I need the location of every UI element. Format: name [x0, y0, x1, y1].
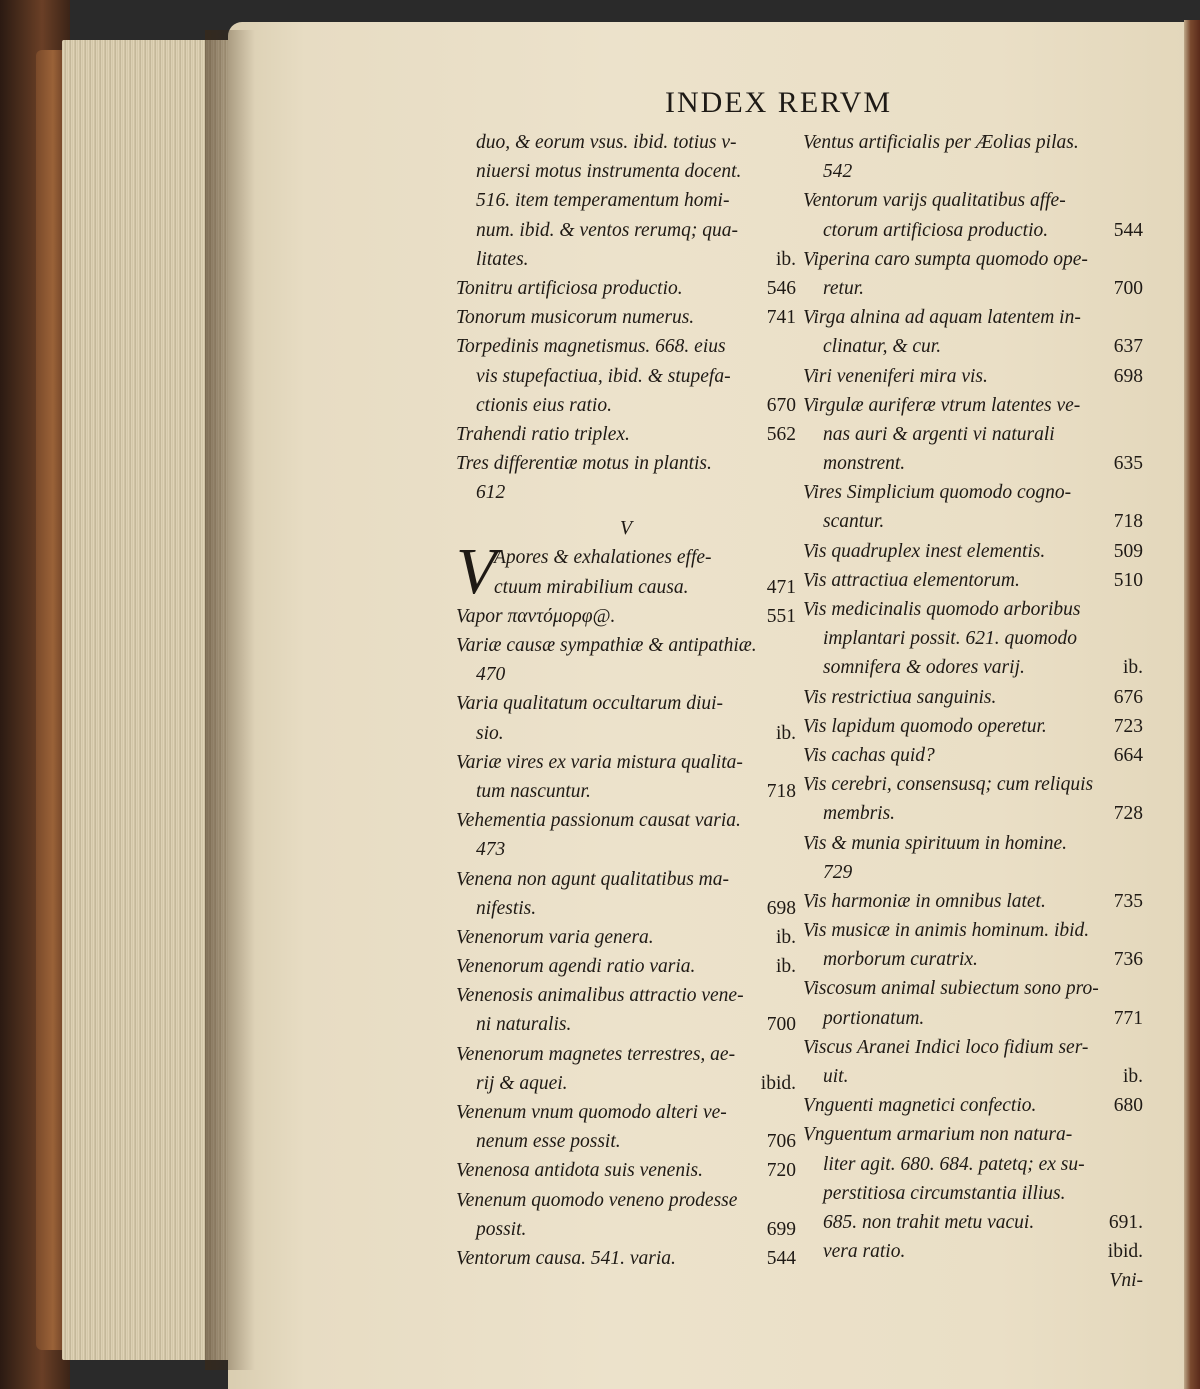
index-line-text: Vnguentum armarium non natura- [803, 1124, 1073, 1146]
index-line [456, 420, 796, 449]
index-line [803, 1150, 1143, 1179]
index-line-text: tum nascuntur. [476, 780, 591, 802]
index-line-text: membris. [823, 803, 896, 825]
index-line-text: uit. [823, 1066, 849, 1087]
index-line-text: liter agit. 680. 684. patetq; ex su- [823, 1153, 1085, 1175]
index-line [803, 362, 1143, 391]
index-line [803, 858, 1143, 887]
index-line [803, 186, 1143, 215]
index-line-text: Viri veneniferi mira vis. [803, 365, 988, 387]
index-line-text: rij & aquei. [476, 1072, 568, 1094]
index-line [456, 449, 796, 478]
book-binding [0, 0, 70, 1389]
index-line [803, 974, 1143, 1003]
index-line [803, 507, 1143, 536]
index-line [803, 770, 1143, 799]
index-line-text: nas auri & argenti vi naturali [823, 423, 1055, 445]
page-reference: 700 [1113, 277, 1143, 299]
page-reference: ib. [1122, 657, 1143, 679]
index-line-text: Tres differentiæ motus in plantis. [456, 453, 712, 475]
index-line-text: ctionis eius ratio. [476, 394, 612, 416]
page-reference: 562 [766, 423, 796, 445]
index-line [456, 865, 796, 894]
index-line-text: portionatum. [823, 1007, 925, 1029]
dropcap-entry [456, 535, 796, 609]
index-line [803, 449, 1143, 478]
index-line-text: Virga alnina ad aquam latentem in- [803, 307, 1081, 329]
page-reference: 718 [1113, 511, 1143, 533]
page-reference: 670 [766, 394, 796, 416]
page-reference: 635 [1113, 453, 1143, 475]
index-line [456, 748, 796, 777]
index-line [456, 806, 796, 835]
index-line-text: nenum esse possit. [476, 1131, 621, 1153]
index-line [803, 887, 1143, 916]
index-line [803, 566, 1143, 595]
index-line-text: sio. [476, 722, 504, 744]
index-line [456, 1010, 796, 1039]
index-line [803, 1062, 1143, 1091]
index-line [803, 420, 1143, 449]
left-top-entries [456, 128, 796, 507]
index-line-text: scantur. [823, 511, 885, 533]
index-line [803, 216, 1143, 245]
index-line [456, 1186, 796, 1215]
index-line-text: possit. [476, 1218, 527, 1240]
index-line [456, 777, 796, 806]
index-line [803, 391, 1143, 420]
index-line-text: vera ratio. [823, 1241, 906, 1263]
index-line-text: clinatur, & cur. [823, 336, 942, 358]
page-reference: 509 [1113, 540, 1143, 562]
index-line-text: Ventus artificialis per Æolias pilas. [803, 132, 1079, 153]
index-line-text: ctorum artificiosa productio. [823, 219, 1049, 241]
index-line [456, 719, 796, 748]
index-line [456, 981, 796, 1010]
index-line-text: Venenosa antidota suis venenis. [456, 1160, 703, 1182]
index-line-text: somnifera & odores varij. [823, 657, 1025, 679]
index-line [456, 1244, 796, 1273]
index-line [803, 712, 1143, 741]
index-line-text: monstrent. [823, 453, 906, 475]
index-line-text: Vnguenti magnetici confectio. [803, 1095, 1037, 1117]
index-line-text: Vis medicinalis quomodo arboribus [803, 599, 1081, 620]
index-line [456, 573, 796, 602]
page-reference: 676 [1113, 686, 1143, 708]
page-reference: 551 [766, 605, 796, 627]
index-line-text: Vires Simplicium quomodo cogno- [803, 482, 1072, 504]
page-reference: ibid. [760, 1072, 796, 1094]
index-line [803, 741, 1143, 770]
index-line [803, 1033, 1143, 1062]
facing-page-edge [1184, 20, 1200, 1389]
index-line-text: Vis cerebri, consensusq; cum reliquis [803, 774, 1094, 796]
page-reference: 735 [1113, 890, 1143, 912]
index-line [456, 923, 796, 952]
index-line-text: Variæ vires ex varia mistura qualita- [456, 751, 743, 773]
page-reference: 544 [766, 1247, 796, 1269]
index-line [456, 1127, 796, 1156]
index-line-text: vis stupefactiua, ibid. & stupefa- [476, 365, 731, 387]
index-column-left [456, 128, 796, 1273]
page-reference: 700 [766, 1014, 796, 1036]
index-line-text: Variæ causæ sympathiæ & antipathiæ. [456, 635, 757, 656]
index-line [803, 1091, 1143, 1120]
page-reference: 720 [766, 1160, 796, 1182]
index-line [456, 1215, 796, 1244]
left-bottom-entries [456, 602, 796, 1273]
page-reference: 706 [766, 1131, 796, 1153]
index-line-text: Viperina caro sumpta quomodo ope- [803, 248, 1088, 270]
index-line [456, 835, 796, 864]
index-line-text: ni naturalis. [476, 1014, 572, 1036]
page-reference: 771 [1113, 1007, 1143, 1029]
page-reference: 698 [1113, 365, 1143, 387]
index-line [803, 1179, 1143, 1208]
page-reference: 546 [766, 277, 796, 299]
index-line-text: duo, & eorum vsus. ibid. totius v- [476, 132, 737, 153]
index-line [803, 303, 1143, 332]
page-reference: 723 [1113, 715, 1143, 737]
index-line-text: Viscus Aranei Indici loco fidium ser- [803, 1036, 1089, 1058]
index-line [456, 660, 796, 689]
index-line-text: Vis musicæ in animis hominum. ibid. [803, 920, 1090, 942]
index-line-text: Viscosum animal subiectum sono pro- [803, 978, 1099, 1000]
index-line [456, 952, 796, 981]
index-line-text: num. ibid. & ventos rerumq; qua- [476, 219, 738, 241]
index-line [456, 631, 796, 660]
index-line [803, 128, 1143, 157]
index-line [456, 602, 796, 631]
index-line [803, 1208, 1143, 1237]
index-line-text: 729 [823, 861, 853, 883]
index-line [456, 689, 796, 718]
running-header: INDEX RERVM [665, 86, 893, 119]
index-line-text: 470 [476, 664, 506, 686]
index-line [803, 916, 1143, 945]
page-reference: 691. [1108, 1211, 1143, 1233]
index-line-text: implantari possit. 621. quomodo [823, 628, 1078, 650]
page-reference: ib. [775, 722, 796, 744]
index-line [803, 945, 1143, 974]
section-letter: V [619, 517, 633, 540]
page-reference: ib. [1122, 1066, 1143, 1087]
page-reference: ibid. [1107, 1241, 1143, 1263]
index-line [803, 274, 1143, 303]
page-reference: ib. [775, 956, 796, 978]
page-reference: 718 [766, 780, 796, 802]
index-line-text: retur. [823, 277, 864, 299]
index-line [803, 1120, 1143, 1149]
right-entries [803, 128, 1143, 1266]
index-line [803, 332, 1143, 361]
index-line-text: Venenum vnum quomodo alteri ve- [456, 1102, 727, 1123]
index-line [456, 362, 796, 391]
index-line-text: ctuum mirabilium causa. [494, 576, 689, 598]
index-line [456, 478, 796, 507]
index-line-text: Varia qualitatum occultarum diui- [456, 693, 724, 715]
index-line [456, 332, 796, 361]
index-line-text: Vis attractiua elementorum. [803, 569, 1020, 591]
page-reference: ib. [775, 248, 796, 270]
index-line [803, 683, 1143, 712]
index-line-text: Vis cachas quid? [803, 744, 935, 766]
index-line-text: Venena non agunt qualitatibus ma- [456, 868, 729, 890]
index-line-text: Tonorum musicorum numerus. [456, 307, 695, 329]
index-line [803, 537, 1143, 566]
index-line-text: Vehementia passionum causat varia. [456, 810, 741, 832]
index-line [803, 157, 1143, 186]
index-line-text: 516. item temperamentum homi- [476, 190, 730, 212]
index-line-text: Apores & exhalationes effe- [494, 547, 712, 569]
index-line-text: Ventorum varijs qualitatibus affe- [803, 190, 1066, 212]
index-line-text: Tonitru artificiosa productio. [456, 277, 683, 299]
page-reference: 680 [1113, 1095, 1143, 1117]
index-line [456, 245, 796, 274]
index-line-text: Vapor παντόμορφ@. [456, 605, 616, 627]
index-line [456, 157, 796, 186]
gutter-shadow [205, 30, 255, 1370]
index-line [803, 653, 1143, 682]
index-line [456, 1156, 796, 1185]
index-line-text: Virgulæ auriferæ vtrum latentes ve- [803, 394, 1081, 416]
page-reference: 544 [1113, 219, 1143, 241]
index-line [803, 829, 1143, 858]
index-line-text: Venenosis animalibus attractio vene- [456, 985, 744, 1007]
page-reference: 728 [1113, 803, 1143, 825]
index-line-text: 542 [823, 161, 853, 183]
page-reference: 510 [1113, 569, 1143, 591]
index-line-text: Venenum quomodo veneno prodesse [456, 1189, 738, 1211]
dropcap-lines [456, 543, 796, 601]
index-line-text: Vis quadruplex inest elementis. [803, 540, 1046, 562]
index-line [456, 391, 796, 420]
index-line [456, 894, 796, 923]
index-line-text: 612 [476, 482, 506, 504]
page-reference: 698 [766, 897, 796, 919]
index-line-text: Venenorum agendi ratio varia. [456, 956, 696, 978]
index-line [456, 1040, 796, 1069]
index-line [456, 216, 796, 245]
index-line-text: perstitiosa circumstantia illius. [823, 1182, 1066, 1204]
catchword: Vni- [1109, 1270, 1143, 1292]
drop-capital: V [456, 535, 497, 609]
page-reference: 637 [1113, 336, 1143, 358]
index-line-text: Vis restrictiua sanguinis. [803, 686, 997, 708]
page-reference: 664 [1113, 744, 1143, 766]
index-line [456, 1069, 796, 1098]
index-line [456, 303, 796, 332]
page-reference: 741 [766, 307, 796, 329]
index-column-right [803, 128, 1143, 1296]
index-line-text: 473 [476, 839, 506, 861]
index-line-text: Vis harmoniæ in omnibus latet. [803, 890, 1046, 912]
index-line [803, 595, 1143, 624]
page-reference: 699 [766, 1218, 796, 1240]
index-line [803, 1004, 1143, 1033]
index-line [456, 128, 796, 157]
index-line-text: Venenorum magnetes terrestres, ae- [456, 1043, 736, 1065]
index-line [456, 186, 796, 215]
index-line-text: Ventorum causa. 541. varia. [456, 1247, 676, 1269]
index-line-text: morborum curatrix. [823, 949, 978, 971]
index-line [456, 1098, 796, 1127]
page-reference: 471 [766, 576, 796, 598]
index-line-text: Vis lapidum quomodo operetur. [803, 715, 1047, 737]
index-line [803, 245, 1143, 274]
page-reference: ib. [775, 926, 796, 948]
index-line-text: 685. non trahit metu vacui. [823, 1211, 1035, 1233]
index-line-text: Venenorum varia genera. [456, 926, 654, 948]
index-line-text: Torpedinis magnetismus. 668. eius [456, 336, 726, 358]
index-line [803, 799, 1143, 828]
index-line-text: niuersi motus instrumenta docent. [476, 161, 742, 183]
index-line [456, 543, 796, 572]
index-line [803, 478, 1143, 507]
index-line-text: nifestis. [476, 897, 537, 919]
index-line-text: litates. [476, 248, 529, 270]
index-line [803, 1237, 1143, 1266]
index-line [803, 624, 1143, 653]
index-line-text: Vis & munia spirituum in homine. [803, 832, 1067, 854]
index-line-text: Trahendi ratio triplex. [456, 423, 630, 445]
page-reference: 736 [1113, 949, 1143, 971]
index-line [456, 274, 796, 303]
